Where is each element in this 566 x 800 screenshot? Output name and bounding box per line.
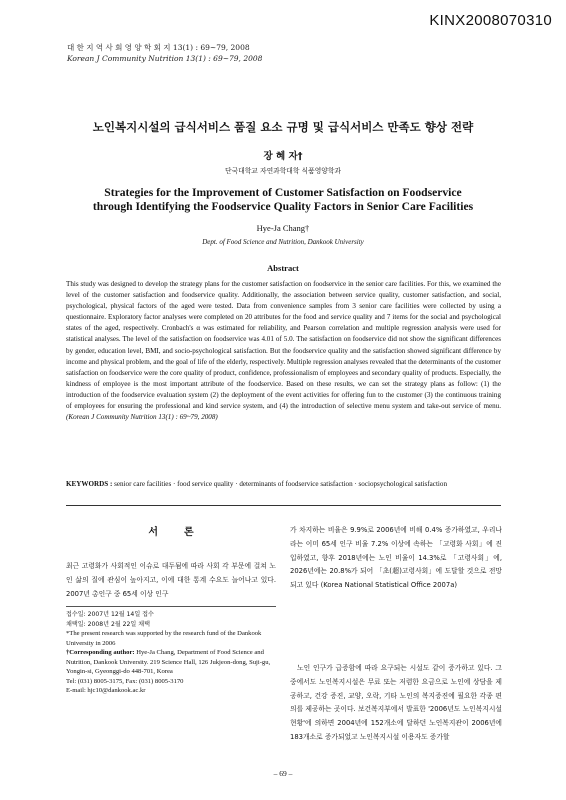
affiliation-korean: 단국대학교 자연과학대학 식품영양학과 xyxy=(225,167,341,175)
abstract-body xyxy=(66,279,501,423)
section-heading-introduction: 서론 xyxy=(148,527,220,538)
abstract-citation: (Korean J Community Nutrition 13(1) : 69~79, 2008) xyxy=(66,413,218,422)
title-english xyxy=(0,186,566,214)
intro-paragraph-left: 최근 고령화가 사회적인 이슈로 대두됨에 따라 사회 각 부문에 걸쳐 노인 삶의 질에 관심이 높아지고, 이에 대한 통계 수요도 늘어나고 있다. 2007년 총인구 중 65세 이상 인구 xyxy=(66,562,276,598)
abstract-text: This study was designed to develop the strategy plans for the customer satisfaction on foodservice in the senior care facilities. For this, we examined the level of the customer satisfaction and foodservice quality. Additionally, the association between service quality, customer satisfaction, and social, psychological, physical factors of the aged were tested. Data from convenience samples from 3 senior care facilities were collected by using a questionnaire. Exploratory factor analyses were completed on 20 attributes for the food and service quality and 7 items for the social and psychological states of the aged, respectively. Cronbach's α was estimated for reliability, and Pearson correlation and multiple regression analysis were used for statistical analyses. The level of the satisfaction on foodservice was 4.01 of 5.0. The satisfaction on foodservice did not show the significant differences by gender, education level, BMI, and socio-psychological satisfaction. But the foodservice quality and the satisfaction showed significant difference by income and physical problem, and the goal of life of the elderly, respectively. Multiple regression analyses revealed that the determinants of the customer satisfaction on foodservice were the core quality of product, confidence, professionalism of employees and secondary quality of products. Especially, the kindness of employee is the most important attribute of the foodservice. Based on these results, we can set the strategy plans as follow: (1) the introduction of the foodservice evaluation system (2) the deployment of the event activities for offering fun to the customer (3) the continuous training of employees for ensuring the professional and kind service system, and (4) the introduction of selective menu system and take-out service of menu. xyxy=(66,280,502,411)
title-korean: 노인복지시설의 급식서비스 품질 요소 규명 및 급식서비스 만족도 향상 전략 xyxy=(92,120,474,134)
abstract-heading: Abstract xyxy=(267,263,299,273)
corresponding-author-label: †Corresponding author: xyxy=(66,649,135,656)
keywords-text: senior care facilities · food service quality · determinants of foodservice satisfaction · sociopsychological satisfaction xyxy=(114,480,447,488)
contact-phone: Tel: (031) 8005-3175, Fax: (031) 8005-3170 xyxy=(66,677,184,685)
keywords xyxy=(66,479,501,490)
document-id: KINX2008070310 xyxy=(429,12,552,29)
received-date: 접수일: 2007년 12월 14일 접수 xyxy=(66,611,154,618)
intro-paragraph-right-2 xyxy=(290,662,502,745)
page-number: – 69 – xyxy=(273,769,293,778)
contact-email: E-mail: hjc10@dankook.ac.kr xyxy=(66,687,146,694)
journal-name-ko: 대 한 지 역 사 회 영 양 학 회 지 13(1) : 69~79, 2008 xyxy=(67,43,250,52)
title-english-line2: through Identifying the Foodservice Quality Factors in Senior Care Facilities xyxy=(92,200,474,213)
abstract-divider xyxy=(66,505,501,506)
funding-note: *The present research was supported by the research fund of the Dankook University in 2006 xyxy=(66,630,262,647)
affiliation-english: Dept. of Food Science and Nutrition, Dankook University xyxy=(202,238,364,246)
author-korean: 장 혜 자† xyxy=(263,151,303,162)
footnote-divider xyxy=(66,606,276,607)
corresponding-author xyxy=(66,648,278,677)
journal-header xyxy=(67,42,262,64)
intro-paragraph-right-1: 가 차지하는 비율은 9.9%로 2006년에 비해 0.4% 증가하였고, 우리나라는 이미 65세 인구 비율 7.2% 이상에 속하는 「고령화 사회」에 진입하였고, 향후 2018년에는 노인 비율이 14.3%로 「고령사회」에, 2026년에는 20.8%가 되어 「초(超)고령사회」에 도달할 것으로 전망되고 있다 (Korea National Statistical Office 2007a) xyxy=(290,526,502,590)
keywords-label: KEYWORDS : xyxy=(66,480,113,488)
footnotes xyxy=(66,610,278,696)
author-english: Hye-Ja Chang† xyxy=(256,223,310,233)
journal-name-en: Korean J Community Nutrition 13(1) : 69~79, 2008 xyxy=(67,54,263,63)
intro-paragraph-right-2-text: 노인 인구가 급증함에 따라 요구되는 시설도 같이 증가하고 있다. 그 중에서도 노인복지시설은 무료 또는 저렴한 요금으로 노인에 상담을 제공하고, 건강 증진, 교양, 오락, 기타 노인의 복지증진에 필요한 각종 편의를 제공하는 곳이다. 보건복지부에서 발표한 '2006년도 노인복지시설 현황'에 의하면 2004년에 152개소에 달하던 노인복지관이 2006년에 183개소로 증가되었고 노인복지시설 이용자도 증가할 xyxy=(290,664,502,741)
accepted-date: 채택일: 2008년 2월 22일 채택 xyxy=(66,620,151,628)
title-english-line1: Strategies for the Improvement of Customer Satisfaction on Foodservice xyxy=(104,186,462,199)
corresponding-author-text: Hye-Ja Chang, Department of Food Science and Nutrition, Dankook University. 219 Science Hall, 126 Jukjeon-dong, Suji-gu, Yongin-si, Gyeonggi-do 448-701, Korea xyxy=(66,649,271,675)
